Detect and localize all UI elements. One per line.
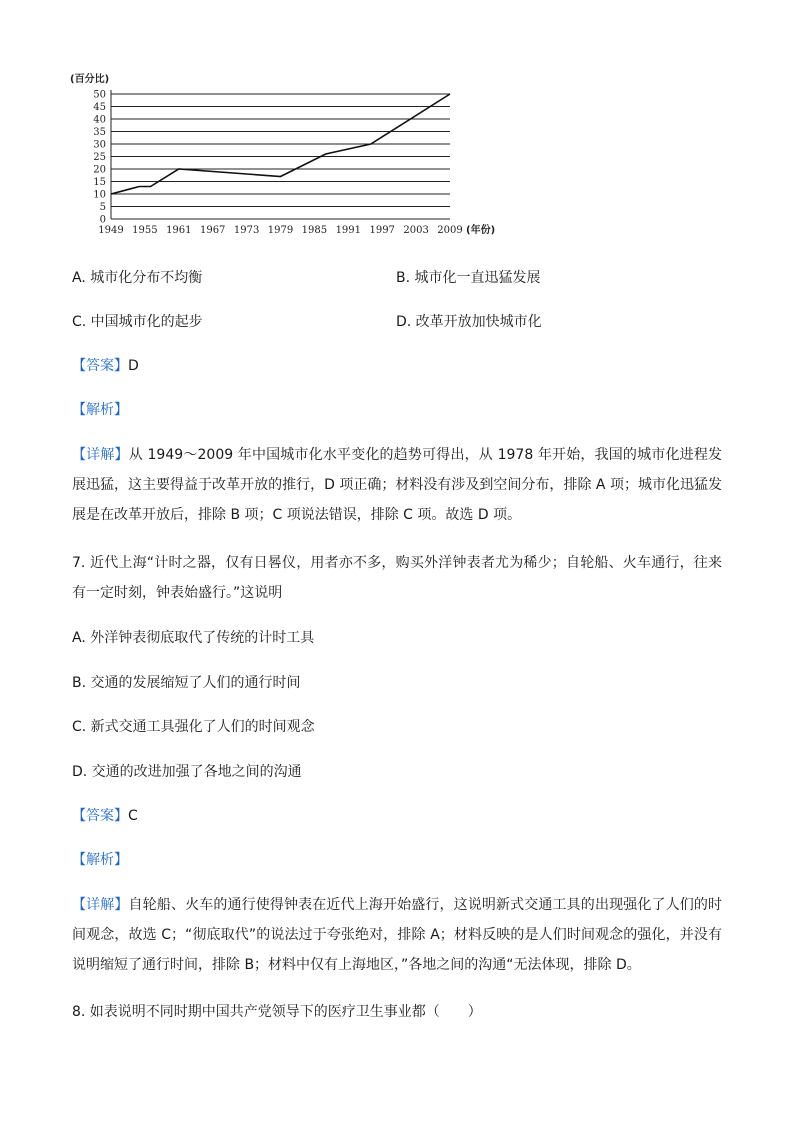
x-tick-label: 1997 xyxy=(369,225,395,236)
q6-option-d[interactable]: D. 改革开放加快城市化 xyxy=(396,314,542,330)
q6-option-b[interactable]: B. 城市化一直迅猛发展 xyxy=(396,270,541,286)
x-axis-label: (年份) xyxy=(466,225,496,236)
detail-tag: 【详解】 xyxy=(72,447,129,463)
x-tick-label: 2003 xyxy=(403,225,429,236)
y-tick-label: 5 xyxy=(99,202,106,213)
q6-option-a[interactable]: A. 城市化分布不均衡 xyxy=(72,270,203,286)
y-tick-label: 15 xyxy=(93,177,106,188)
answer-tag: 【答案】 xyxy=(72,808,128,824)
y-tick-label: 50 xyxy=(93,89,106,101)
y-tick-label: 0 xyxy=(99,214,106,226)
q6-options-row-1 xyxy=(72,268,722,288)
answer-tag: 【答案】 xyxy=(72,358,128,374)
q7-option-b[interactable]: B. 交通的发展缩短了人们的通行时间 xyxy=(72,675,301,691)
detail-text: 从 1949～2009 年中国城市化水平变化的趋势可得出，从 1978 年开始，我国的城市化进程发展迅猛，这主要得益于改革开放的推行，D 项正确；材料没有涉及到空间分布，排除 A 项；城市化迅猛发展是在改革开放后，排除 B 项；C 项说法错误，排除 C 项。故选 D 项。 xyxy=(72,447,723,523)
chart-canvas xyxy=(68,70,498,240)
q7-answer xyxy=(72,806,722,826)
q8-stem: 8. 如表说明不同时期中国共产党领导下的医疗卫生事业都（ ） xyxy=(72,1004,482,1020)
q6-answer xyxy=(72,356,722,376)
y-tick-label: 20 xyxy=(93,164,106,176)
q6-option-c[interactable]: C. 中国城市化的起步 xyxy=(72,314,203,330)
x-tick-label: 1985 xyxy=(301,225,328,236)
y-tick-label: 35 xyxy=(93,127,106,138)
x-tick-label: 1991 xyxy=(335,225,362,236)
q7-detail xyxy=(72,890,722,980)
y-tick-label: 25 xyxy=(93,152,106,163)
q7-option-d[interactable]: D. 交通的改进加强了各地之间的沟通 xyxy=(72,764,302,780)
q7-stem: 7. 近代上海“计时之器，仅有日晷仪，用者亦不多，购买外洋钟表者尤为稀少；自轮船、火车通行，往来有一定时刻，钟表始盛行。”这说明 xyxy=(72,555,722,601)
x-tick-label: 1961 xyxy=(166,225,192,236)
y-tick-label: 30 xyxy=(93,139,106,151)
x-tick-label: 1949 xyxy=(98,225,124,236)
y-axis-label: (百分比) xyxy=(70,74,110,85)
x-tick-label: 1973 xyxy=(233,225,260,236)
q7-analysis-heading xyxy=(72,850,722,870)
answer-value: C xyxy=(128,808,138,824)
x-tick-label: 1967 xyxy=(199,225,226,236)
q6-detail xyxy=(72,440,722,530)
q6-analysis-heading xyxy=(72,400,722,420)
urbanization-line-chart xyxy=(68,70,498,240)
q7-option-a[interactable]: A. 外洋钟表彻底取代了传统的计时工具 xyxy=(72,630,315,646)
answer-value: D xyxy=(128,358,139,374)
x-tick-label: 2009 xyxy=(437,225,463,236)
x-tick-label: 1979 xyxy=(267,225,294,236)
x-tick-label: 1955 xyxy=(132,225,158,236)
y-tick-label: 45 xyxy=(93,102,106,113)
analysis-tag: 【解析】 xyxy=(72,852,128,868)
detail-tag: 【详解】 xyxy=(72,897,129,913)
y-tick-label: 40 xyxy=(93,114,106,126)
detail-text: 自轮船、火车的通行使得钟表在近代上海开始盛行，这说明新式交通工具的出现强化了人们的时间观念，故选 C；“彻底取代”的说法过于夸张绝对，排除 A；材料反映的是人们时间观念的强化，并没有说明缩短了通行时间，排除 B；材料中仅有上海地区，”各地之间的沟通“无法体现，排除 D。 xyxy=(72,897,723,973)
q6-options-row-2 xyxy=(72,312,722,332)
analysis-tag: 【解析】 xyxy=(72,402,128,418)
y-tick-label: 10 xyxy=(93,189,106,201)
q7-option-c[interactable]: C. 新式交通工具强化了人们的时间观念 xyxy=(72,719,315,735)
